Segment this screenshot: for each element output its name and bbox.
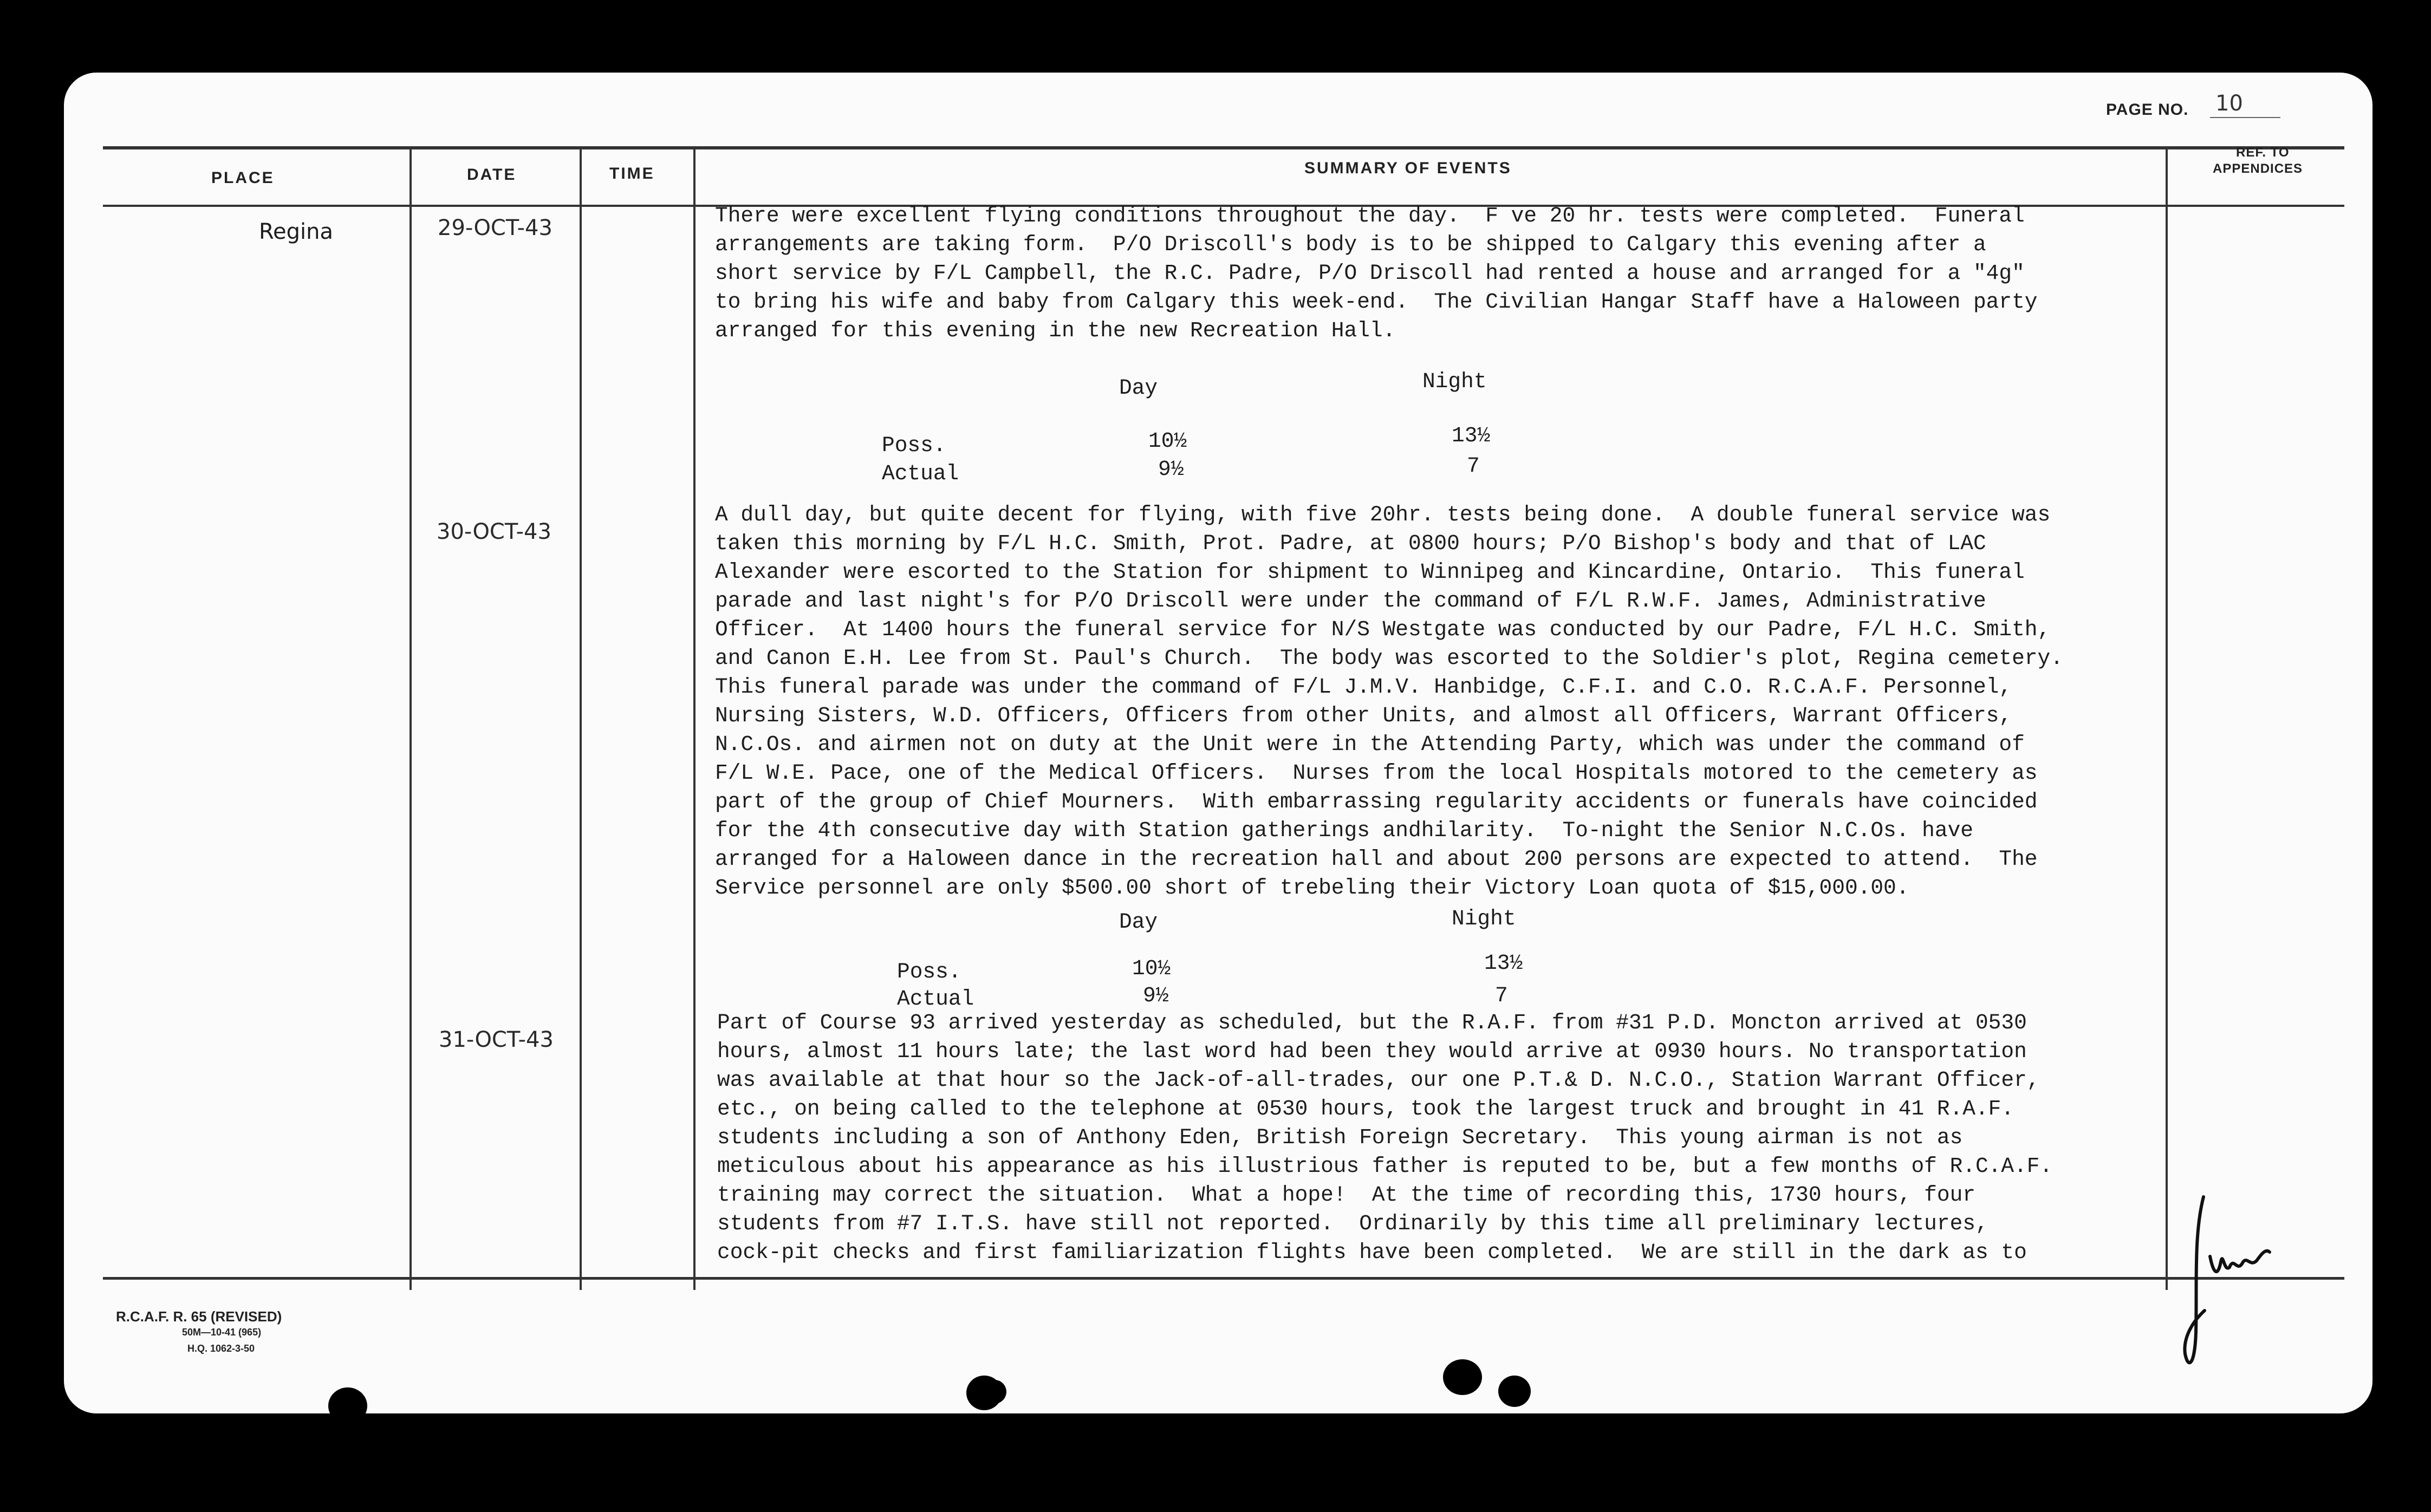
stats-poss-night: 13½: [1484, 951, 1523, 975]
header-ref-line1: REF. TO: [2236, 145, 2290, 160]
header-date: DATE: [467, 166, 517, 184]
entry-summary-text: Part of Course 93 arrived yesterday as scheduled, but the R.A.F. from #31 P.D. Moncton arrived at 0530 hours, almost 11 hours late; the last word had been they would arrive at 0930 hours. No transportation was available at that hour so the Jack-of-all-trades, our one P.T.& D. N.C.O., Station Warrant Officer, etc., on being called to the telephone at 0530 hours, took the largest truck and brought in 41 R.A.F. students including a son of Anthony Eden, British Foreign Secretary. This young airman is not as meticulous about his appearance as his illustrious father is reputed to be, but a few months of R.C.A.F. training may correct the situation. What a hope! At the time of recording this, 1730 hours, four students from #7 I.T.S. have still not reported. Ordinarily by this time all preliminary lectures, cock-pit checks and first familiarization flights have been completed. We are still in the dark as to: [717, 1011, 2053, 1265]
entry-date: 29-OCT-43: [438, 216, 552, 240]
stats-day-header: Day: [1119, 376, 1158, 400]
stats-actual-label: Actual: [897, 987, 974, 1011]
header-time: TIME: [609, 165, 655, 183]
entry-summary-text: A dull day, but quite decent for flying, with five 20hr. tests being done. A double funeral service was taken this morning by F/L H.C. Smith, Prot. Padre, at 0800 hours; P/O Bishop's body and that of LAC Alexander were escorted to the Station for shipment to Winnipeg and Kincardine, Ontario. This funeral parade and last night's for P/O Driscoll were under the command of F/L R.W.F. James, Administrative Officer. At 1400 hours the funeral service for N/S Westgate was conducted by our Padre, F/L H.C. Smith, and Canon E.H. Lee from St. Paul's Church. The body was escorted to the Soldier's plot, Regina cemetery. This funeral parade was under the command of F/L J.M.V. Hanbidge, C.F.I. and C.O. R.C.A.F. Personnel, Nursing Sisters, W.D. Officers, Officers from other Units, and almost all Officers, Warrant Officers, N.C.Os. and airmen not on duty at the Unit were in the Attending Party, which was under the command of F/L W.E. Pace, one of the Medical Officers. Nurses from the local Hospitals motored to the cemetery as part of the group of Chief Mourners. With embarrassing regularity accidents or funerals have coincided for the 4th consecutive day with Station gatherings andhilarity. To-night the Senior N.C.Os. have arranged for a Haloween dance in the recreation hall and about 200 persons are expected to attend. The Service personnel are only $500.00 short of trebeling their Victory Loan quota of $15,000.00.: [715, 503, 2063, 900]
stats-actual-night: 7: [1467, 454, 1480, 478]
stats-poss-day: 10½: [1132, 956, 1171, 981]
stats-poss-label: Poss.: [882, 433, 946, 458]
stats-actual-night: 7: [1495, 983, 1508, 1008]
header-summary: SUMMARY OF EVENTS: [1304, 159, 1512, 177]
punch-hole: [1443, 1359, 1482, 1395]
page-number-underline: [2210, 117, 2280, 118]
stats-night-header: Night: [1422, 369, 1487, 394]
entry-place: Regina: [259, 219, 333, 244]
form-hq-code: H.Q. 1062-3-50: [187, 1343, 255, 1354]
divider-date-time: [580, 147, 582, 1290]
stats-poss-night: 13½: [1452, 423, 1491, 448]
form-number: R.C.A.F. R. 65 (REVISED): [116, 1308, 282, 1325]
entry-summary-text: There were excellent flying conditions throughout the day. F ve 20 hr. tests were completed. Funeral arrangements are taking form. P/O Driscoll's body is to be shipped to Calgary this evening after a short service by F/L Campbell, the R.C. Padre, P/O Driscoll had rented a house and arranged for a "4g" to bring his wife and baby from Calgary this week-end. The Civilian Hangar Staff have a Haloween party arranged for this evening in the new Recreation Hall.: [715, 204, 2038, 343]
page-number: 10: [2215, 91, 2243, 116]
stats-actual-label: Actual: [882, 461, 959, 486]
stats-night-header: Night: [1452, 907, 1516, 931]
punch-hole: [1498, 1376, 1531, 1407]
divider-summary-ref: [2166, 147, 2168, 1290]
stats-day-header: Day: [1119, 910, 1158, 934]
stats-actual-day: 9½: [1158, 457, 1184, 481]
punch-hole: [328, 1387, 367, 1424]
punch-hole: [983, 1380, 1006, 1404]
footer-rule: [103, 1277, 2344, 1280]
header-place: PLACE: [211, 169, 275, 187]
entry-date: 30-OCT-43: [437, 519, 551, 544]
header-top-rule: [103, 146, 2344, 149]
signature-mark: [2178, 1191, 2286, 1376]
stats-actual-day: 9½: [1143, 983, 1169, 1008]
divider-place-date: [410, 147, 412, 1290]
divider-time-summary: [693, 147, 696, 1290]
entry-date: 31-OCT-43: [439, 1027, 554, 1052]
stats-poss-label: Poss.: [897, 960, 961, 984]
form-print-run: 50M—10-41 (965): [182, 1327, 262, 1338]
page-number-label: PAGE NO.: [2106, 101, 2189, 119]
header-ref-line2: APPENDICES: [2213, 161, 2303, 176]
stats-poss-day: 10½: [1148, 429, 1187, 453]
